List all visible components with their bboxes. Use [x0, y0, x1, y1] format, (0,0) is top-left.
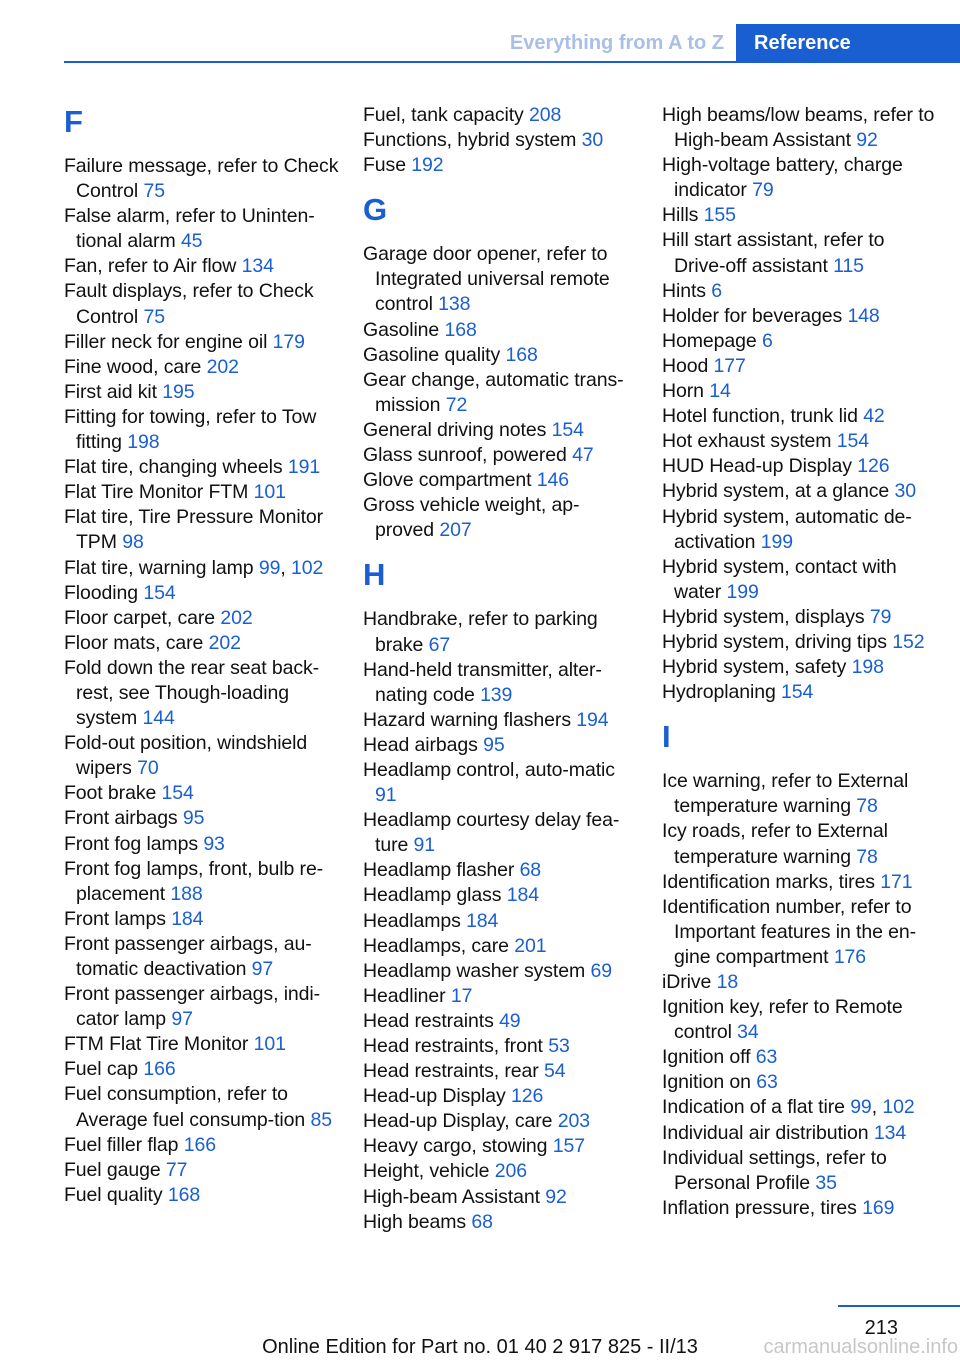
index-entry-text: Hand-held transmitter, alter-nating code: [363, 658, 602, 706]
page-reference-link[interactable]: 93: [203, 832, 225, 855]
page-reference-link[interactable]: 154: [551, 418, 584, 441]
index-entry: [363, 1159, 638, 1184]
index-entry: [64, 1158, 339, 1183]
page-reference-link[interactable]: 68: [519, 859, 542, 882]
index-entry: [64, 254, 339, 279]
index-entry-text: Fan, refer to Air flow: [64, 255, 237, 278]
page-reference-link[interactable]: 126: [510, 1085, 544, 1108]
page-reference-link[interactable]: 134: [873, 1121, 907, 1144]
index-entry: [363, 984, 638, 1009]
page-reference-link[interactable]: 207: [439, 519, 472, 542]
index-entry-text: High-beam Assistant: [363, 1185, 540, 1208]
index-entry-text: Hill start assistant, refer to Drive-off assistant: [662, 229, 885, 277]
index-entry: [363, 858, 638, 883]
index-entry-text: Hydroplaning: [662, 681, 776, 704]
index-entry: [363, 883, 638, 908]
index-entry: [64, 1057, 339, 1082]
index-letter-heading: F: [64, 104, 83, 139]
index-entry: [64, 806, 339, 831]
index-entry: [363, 468, 638, 493]
header-chapter-tab: Reference: [736, 24, 960, 62]
index-entry: [363, 1009, 638, 1034]
index-entry: [363, 103, 638, 128]
index-entry: [662, 769, 937, 819]
page-reference-link[interactable]: 101: [253, 1033, 286, 1056]
index-letter-heading: H: [363, 557, 386, 593]
page-number-rule: [838, 1305, 960, 1307]
index-entry-text: Fuel filler flap: [64, 1133, 179, 1156]
index-entry: [662, 429, 937, 454]
index-entry: [64, 1183, 339, 1208]
index-entry-text: Fold-out position, windshield wipers: [64, 732, 308, 780]
page-reference-link[interactable]: 152: [892, 630, 925, 653]
index-entry-text: Hot exhaust system: [662, 430, 832, 453]
page-reference-link[interactable]: 35: [815, 1171, 837, 1194]
index-entry-text: Floor mats, care: [64, 631, 204, 654]
index-entry: [662, 995, 937, 1045]
page-reference-link[interactable]: 68: [471, 1210, 493, 1233]
page-reference-link[interactable]: 97: [251, 958, 274, 980]
index-entry-text: Fuel, tank capacity: [363, 104, 524, 126]
page-reference-link[interactable]: 75: [143, 305, 165, 328]
page-reference-link[interactable]: 99: [258, 556, 281, 579]
index-entry: [64, 606, 339, 631]
index-entry-text: iDrive: [662, 971, 712, 993]
page-reference-link[interactable]: 154: [781, 681, 814, 704]
index-entry-text: Fuel cap: [64, 1058, 138, 1081]
index-entry-text: Hybrid system, contact with water: [662, 555, 897, 603]
index-entry: [363, 1059, 638, 1084]
index-entry: [363, 1084, 638, 1109]
index-entry-text: Hybrid system, safety: [662, 656, 847, 679]
page-reference-link[interactable]: 168: [444, 318, 477, 341]
index-entry: [662, 970, 937, 995]
page-reference-link[interactable]: 144: [142, 707, 175, 730]
page-reference-link[interactable]: 198: [851, 656, 884, 679]
index-entry-text: Flat tire, warning lamp: [64, 556, 254, 579]
index-letter-heading: G: [363, 192, 388, 228]
index-entry: [64, 455, 339, 480]
page-reference-link[interactable]: 199: [760, 530, 793, 553]
index-entry-text: Identification number, refer to Important features in the en-gine compartment: [662, 895, 917, 968]
index-entry: [662, 655, 937, 680]
index-entry-text: Head restraints, rear: [363, 1060, 539, 1083]
index-entry-text: Fold down the rear seat back-rest, see Though-loading system: [64, 656, 320, 730]
page-reference-link[interactable]: 72: [445, 393, 468, 416]
page-reference-link[interactable]: 154: [836, 430, 870, 453]
index-entry: [64, 781, 339, 806]
index-entry: [64, 505, 339, 555]
index-entry-text: Front fog lamps, front, bulb re-placement: [64, 857, 324, 905]
page-reference-link[interactable]: 63: [756, 1071, 778, 1094]
index-entry-text: High beams: [363, 1210, 467, 1233]
page-reference-link[interactable]: 53: [548, 1035, 570, 1057]
index-entry-text: First aid kit: [64, 380, 157, 403]
page-reference-link[interactable]: 30: [894, 480, 916, 503]
index-entry-text: Holder for beverages: [662, 304, 843, 327]
page-reference-link[interactable]: 195: [162, 380, 195, 403]
index-entry-text: Headlamp courtesy delay fea-ture: [363, 809, 620, 857]
index-entry-text: Hybrid system, automatic de-activation: [662, 505, 912, 553]
index-entry-text: Fuel quality: [64, 1183, 163, 1206]
index-column-1: [64, 103, 339, 1208]
index-entry-text: Hood: [662, 354, 709, 377]
page-reference-link[interactable]: 168: [167, 1183, 201, 1206]
index-entry-text: High beams/low beams, refer to High-beam Assistant: [662, 104, 935, 152]
index-entry: [363, 934, 638, 959]
page-reference-link[interactable]: 91: [375, 784, 397, 807]
index-column-2: [363, 103, 638, 1235]
page-reference-link[interactable]: 42: [863, 405, 885, 428]
index-entry: [64, 330, 339, 355]
page-reference-link[interactable]: 30: [581, 129, 604, 152]
page-reference-link[interactable]: 168: [505, 343, 538, 366]
index-entry-text: Head-up Display, care: [363, 1110, 553, 1133]
index-entry-text: Functions, hybrid system: [363, 129, 577, 152]
index-entry: [363, 368, 638, 418]
index-entry-text: Hybrid system, driving tips: [662, 630, 887, 653]
index-entry-text: Ice warning, refer to External temperature warning: [662, 770, 909, 818]
index-entry-text: Headlamp flasher: [363, 859, 515, 882]
index-entry: [662, 680, 937, 705]
page-reference-link[interactable]: 177: [713, 354, 746, 377]
index-entry-text: Heavy cargo, stowing: [363, 1135, 548, 1158]
page-reference-link[interactable]: 188: [170, 882, 203, 905]
index-entry: [363, 1034, 638, 1059]
page-reference-link[interactable]: 70: [137, 757, 159, 780]
index-entry-text: Ignition off: [662, 1046, 751, 1069]
page-reference-link[interactable]: 171: [880, 870, 913, 893]
index-entry: [662, 505, 937, 555]
page-reference-link[interactable]: 154: [161, 782, 194, 805]
index-entry: [64, 1032, 339, 1057]
index-entry-text: Gross vehicle weight, ap-proved: [363, 494, 580, 542]
page-reference-link[interactable]: 184: [171, 907, 204, 930]
index-entry-text: HUD Head-up Display: [662, 455, 852, 478]
index-entry: [363, 758, 638, 808]
page-reference-link[interactable]: 202: [208, 631, 241, 654]
page-reference-link[interactable]: 49: [499, 1009, 521, 1032]
index-entry-text: General driving notes: [363, 418, 547, 441]
index-entry-text: Individual settings, refer to Personal Profile: [662, 1146, 887, 1194]
index-entry-text: Fuel gauge: [64, 1158, 161, 1181]
index-entry: [662, 228, 937, 278]
index-entry-text: Identification marks, tires: [662, 870, 875, 893]
index-entry-text: Foot brake: [64, 782, 157, 805]
index-entry: [363, 1134, 638, 1159]
index-entry-text: Icy roads, refer to External temperature warning: [662, 820, 888, 868]
index-entry: [363, 658, 638, 708]
index-entry: [662, 819, 937, 869]
page-reference-link[interactable]: 14: [709, 380, 731, 403]
index-entry: [662, 605, 937, 630]
index-entry: [64, 656, 339, 731]
page-reference-link[interactable]: 102: [291, 556, 324, 579]
index-entry: [662, 555, 937, 605]
index-entry-text: Hybrid system, displays: [662, 605, 865, 628]
header-section-title: Everything from A to Z: [509, 32, 724, 54]
page-reference-link[interactable]: 184: [466, 909, 499, 932]
page-reference-link[interactable]: 139: [480, 683, 513, 706]
page-reference-link[interactable]: 95: [483, 733, 505, 756]
index-entry-text: Ignition key, refer to Remote control: [662, 996, 903, 1044]
page-reference-link[interactable]: 179: [272, 330, 305, 353]
page-reference-link[interactable]: 17: [450, 984, 473, 1007]
page-reference-link[interactable]: 63: [755, 1046, 778, 1069]
page-reference-link[interactable]: 203: [557, 1110, 590, 1133]
page-reference-link[interactable]: 45: [180, 230, 203, 253]
page-reference-link[interactable]: 6: [711, 279, 723, 302]
page-reference-link[interactable]: 92: [856, 129, 878, 152]
page-reference-link[interactable]: 206: [494, 1160, 527, 1183]
index-entry-text: Garage door opener, refer to Integrated universal remote control: [363, 243, 610, 316]
page-reference-link[interactable]: 138: [438, 293, 471, 316]
index-entry-text: Headlamp glass: [363, 884, 502, 907]
index-entry: [64, 932, 339, 982]
page-reference-link[interactable]: 79: [869, 605, 892, 628]
index-entry-text: High-voltage battery, charge indicator: [662, 154, 903, 202]
page-reference-link[interactable]: 146: [536, 469, 570, 492]
index-entry: [662, 354, 937, 379]
index-entry-text: Failure message, refer to Check Control: [64, 155, 339, 203]
index-entry: [662, 279, 937, 304]
page-reference-link[interactable]: 191: [287, 456, 321, 479]
page-reference-link[interactable]: 18: [716, 971, 739, 993]
page-reference-link[interactable]: 54: [543, 1060, 566, 1083]
index-entry-text: Headlamp control, auto-matic: [363, 758, 615, 781]
index-entry: [662, 1121, 937, 1146]
page-reference-link[interactable]: 78: [856, 795, 878, 818]
index-entry: [363, 1109, 638, 1134]
page-reference-link[interactable]: 154: [143, 581, 176, 604]
page-reference-link[interactable]: 148: [847, 304, 880, 327]
index-entry: [64, 731, 339, 781]
page-reference-link[interactable]: 97: [171, 1008, 193, 1031]
page-number: 213: [864, 1317, 898, 1339]
index-entry: [363, 708, 638, 733]
index-entry: [662, 203, 937, 228]
index-entry-text: Ignition on: [662, 1071, 751, 1094]
index-entry-text: Fuel consumption, refer to Average fuel consump-tion: [64, 1083, 306, 1131]
index-entry-text: Head airbags: [363, 733, 478, 756]
index-entry-text: Head restraints, front: [363, 1035, 543, 1057]
page-reference-link[interactable]: 184: [506, 884, 540, 907]
page-reference-link[interactable]: 67: [428, 633, 451, 656]
index-entry-text: Front airbags: [64, 807, 178, 830]
page-reference-link[interactable]: 34: [737, 1021, 759, 1044]
index-entry-text: Hints: [662, 279, 706, 302]
index-entry: [363, 733, 638, 758]
index-entry-text: Homepage: [662, 329, 757, 352]
index-entry-text: Fault displays, refer to Check Control: [64, 280, 314, 328]
index-entry-text: Headlamps: [363, 909, 461, 932]
page-reference-link[interactable]: 115: [833, 254, 864, 277]
index-entry: [363, 493, 638, 543]
page-reference-link[interactable]: 166: [183, 1133, 216, 1156]
index-entry: [662, 329, 937, 354]
page-reference-link[interactable]: 92: [545, 1185, 567, 1208]
page-reference-link[interactable]: 95: [182, 807, 205, 830]
index-entry: [662, 479, 937, 504]
index-entry: [662, 1070, 937, 1095]
index-entry-text: Fuse: [363, 154, 406, 177]
index-entry-text: Flat Tire Monitor FTM: [64, 481, 249, 504]
page-reference-link[interactable]: 202: [220, 606, 253, 629]
watermark: carmanualsonline.info: [763, 1336, 958, 1358]
index-entry: [64, 631, 339, 656]
index-entry-text: Handbrake, refer to parking brake: [363, 608, 598, 656]
index-entry: [64, 380, 339, 405]
index-entry: [363, 418, 638, 443]
index-entry-text: Headlamps, care: [363, 934, 509, 957]
index-entry: [363, 959, 638, 984]
index-entry-text: Hills: [662, 204, 699, 227]
index-entry-text: Front fog lamps: [64, 832, 198, 855]
index-entry-text: Hazard warning flashers: [363, 708, 571, 731]
index-entry: [64, 907, 339, 932]
page-reference-link[interactable]: 85: [310, 1108, 332, 1131]
index-entry-text: Front passenger airbags, au-tomatic deactivation: [64, 932, 312, 980]
page-reference-link[interactable]: 75: [143, 180, 165, 203]
index-entry-text: Front lamps: [64, 907, 166, 930]
index-entry-text: Flat tire, changing wheels: [64, 456, 283, 479]
index-entry: [363, 909, 638, 934]
index-entry-text: Height, vehicle: [363, 1160, 490, 1183]
index-entry-text: Flat tire, Tire Pressure Monitor TPM: [64, 506, 324, 554]
page-reference-link[interactable]: 69: [590, 959, 612, 982]
page-reference-link[interactable]: 202: [206, 355, 239, 378]
index-entry: [363, 128, 638, 153]
page-reference-link[interactable]: 77: [165, 1158, 188, 1181]
index-entry: [363, 343, 638, 368]
page-reference-link[interactable]: 98: [122, 531, 144, 554]
index-entry: [64, 1133, 339, 1158]
index-entry: [662, 103, 937, 153]
index-entry-text: Horn: [662, 380, 704, 403]
index-entry-text: Gasoline: [363, 318, 440, 341]
index-entry: [64, 480, 339, 505]
index-entry: [363, 808, 638, 858]
index-entry-text: Front passenger airbags, indi-cator lamp: [64, 983, 321, 1031]
page-reference-link[interactable]: 99: [850, 1096, 872, 1119]
index-entry-text: Fitting for towing, refer to Tow fitting: [64, 405, 317, 454]
index-entry-text: Filler neck for engine oil: [64, 330, 268, 353]
page-reference-link[interactable]: 201: [514, 934, 547, 957]
page-reference-link[interactable]: 169: [862, 1196, 895, 1219]
index-entry-text: Floor carpet, care: [64, 606, 216, 629]
index-entry: [64, 832, 339, 857]
page-reference-link[interactable]: 176: [833, 945, 867, 968]
index-entry: Indication of a flat tire 99, 102: [662, 1096, 915, 1119]
index-entry-text: Headliner: [363, 984, 446, 1007]
footer-edition-note: Online Edition for Part no. 01 40 2 917 825 - II/13: [262, 1336, 698, 1358]
index-entry: [662, 895, 937, 970]
index-entry: [662, 1196, 937, 1221]
index-entry-text: Hybrid system, at a glance: [662, 480, 890, 503]
index-entry: [64, 154, 339, 204]
page-reference-link[interactable]: 47: [572, 444, 594, 467]
index-entry: [363, 607, 638, 657]
index-entry: Flat tire, warning lamp 99, 102: [64, 556, 324, 579]
page-reference-link[interactable]: 126: [857, 455, 890, 478]
page-reference-link[interactable]: 78: [856, 845, 878, 868]
index-entry: [662, 1146, 937, 1196]
index-entry: [662, 153, 937, 203]
index-entry-text: Individual air distribution: [662, 1121, 869, 1144]
index-entry-text: Glove compartment: [363, 469, 532, 492]
index-entry-text: Indication of a flat tire: [662, 1096, 845, 1119]
page-reference-link[interactable]: 192: [411, 154, 444, 177]
index-entry: [64, 405, 339, 455]
index-entry: [363, 153, 638, 178]
index-entry: [662, 454, 937, 479]
index-entry: [363, 242, 638, 317]
index-entry: [363, 1210, 638, 1235]
index-entry-text: FTM Flat Tire Monitor: [64, 1033, 249, 1056]
index-entry: [64, 355, 339, 380]
index-entry: [662, 379, 937, 404]
index-entry: [64, 279, 339, 329]
index-entry: [363, 443, 638, 468]
page-reference-link[interactable]: 208: [529, 104, 562, 126]
page-reference-link[interactable]: 101: [253, 481, 286, 504]
page-reference-link[interactable]: 194: [576, 708, 609, 731]
index-entry: [64, 982, 339, 1032]
index-entry: [363, 1185, 638, 1210]
page-reference-link[interactable]: 157: [552, 1135, 585, 1158]
page-reference-link[interactable]: 166: [143, 1058, 176, 1081]
page-reference-link[interactable]: 91: [413, 834, 436, 857]
index-entry: [662, 404, 937, 429]
index-entry-text: Flooding: [64, 581, 139, 604]
index-letter-heading: I: [662, 719, 671, 755]
index-entry: [662, 630, 937, 655]
index-entry-text: False alarm, refer to Uninten-tional alarm: [64, 205, 315, 253]
header-divider: [64, 61, 960, 63]
index-entry-text: Hotel function, trunk lid: [662, 405, 858, 428]
page-reference-link[interactable]: 6: [761, 329, 773, 352]
index-column-3: [662, 103, 937, 1221]
index-entry-text: Gear change, automatic trans-mission: [363, 368, 624, 416]
index-entry-text: Glass sunroof, powered: [363, 444, 567, 467]
page-reference-link[interactable]: 155: [703, 204, 736, 227]
index-entry: [662, 1045, 937, 1070]
page-reference-link[interactable]: 79: [752, 179, 774, 202]
index-entry: [64, 581, 339, 606]
index-entry: [662, 870, 937, 895]
index-entry: [363, 318, 638, 343]
page-reference-link[interactable]: 102: [882, 1096, 915, 1119]
index-entry-text: Head restraints: [363, 1009, 494, 1032]
index-entry-text: Head-up Display: [363, 1085, 506, 1108]
page-reference-link[interactable]: 198: [127, 431, 160, 454]
index-entry-text: Fine wood, care: [64, 355, 202, 378]
index-entry: [662, 304, 937, 329]
page-reference-link[interactable]: 199: [726, 580, 759, 603]
index-entry: [64, 857, 339, 907]
index-entry-text: Inflation pressure, tires: [662, 1196, 857, 1219]
index-entry: [64, 204, 339, 254]
index-entry: [64, 1082, 339, 1132]
index-entry-text: Headlamp washer system: [363, 959, 586, 982]
page-reference-link[interactable]: 134: [241, 255, 274, 278]
index-entry-text: Gasoline quality: [363, 343, 501, 366]
